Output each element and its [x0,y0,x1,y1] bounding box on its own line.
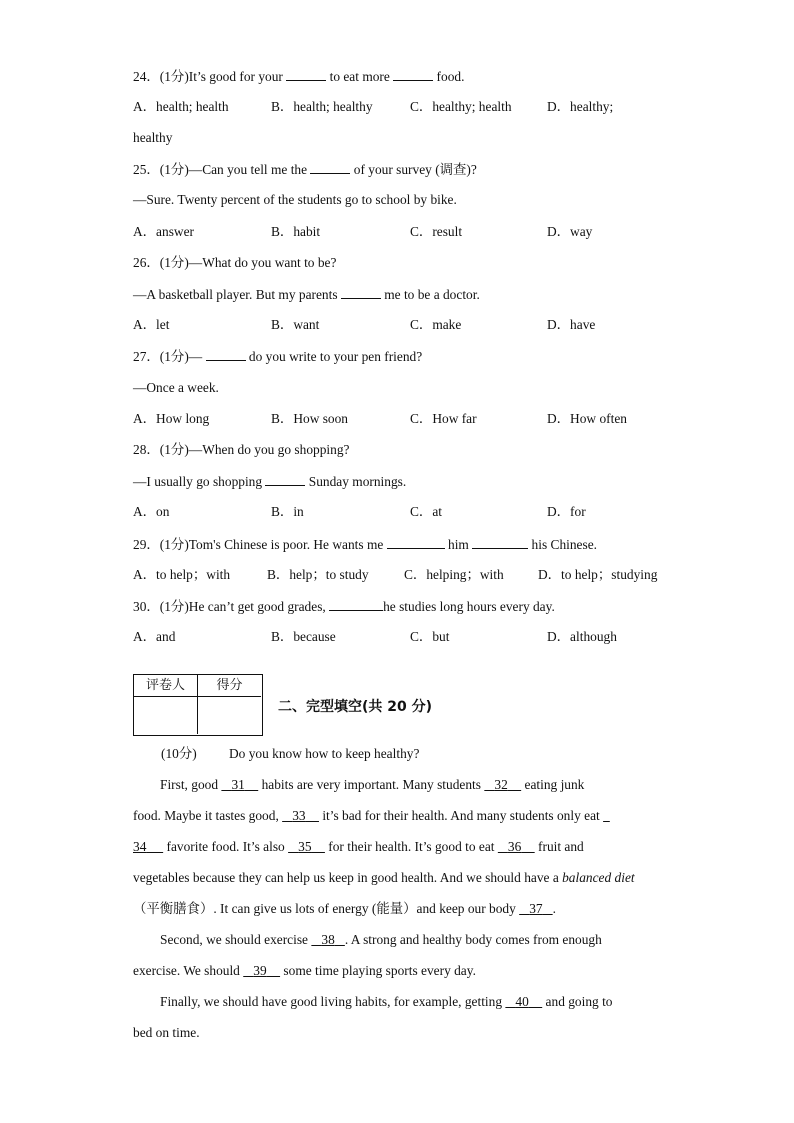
reviewer-header: 评卷人 [134,675,198,697]
q28-option-c[interactable]: C．at [410,504,442,519]
question-26-reply: —A basketball player. But my parents me to be a doctor. [133,287,480,302]
question-26-stem: 26．(1分)—What do you want to be? [133,255,337,270]
score-header: 得分 [198,675,261,697]
passage-line-5: （平衡膳食）. It can give us lots of energy (能量）and keep our body 37 . [133,901,556,916]
reviewer-cell[interactable] [134,697,198,734]
question-30-stem: 30．(1分)He can’t get good grades, he studies long hours every day. [133,599,555,614]
q26-option-d[interactable]: D．have [547,317,596,332]
q26-option-a[interactable]: A．let [133,317,170,332]
q24-option-d[interactable]: D．healthy; [547,99,614,114]
question-29-stem: 29．(1分)Tom's Chinese is poor. He wants me him his Chinese. [133,537,597,552]
question-27-reply: —Once a week. [133,380,219,395]
blank-37[interactable]: 37 [529,901,543,916]
blank-38[interactable]: 38 [321,932,335,947]
q30-option-c[interactable]: C．but [410,629,450,644]
question-24-stem: 24．(1分)It’s good for your to eat more food. [133,69,465,84]
q29-option-a[interactable]: A．to help；with [133,567,231,582]
passage-line-3: 34 favorite food. It’s also 35 for their health. It’s good to eat 36 fruit and [133,839,584,854]
passage-points: (10分) [161,746,197,761]
passage-line-7: exercise. We should 39 some time playing sports every day. [133,963,476,978]
q25-option-d[interactable]: D．way [547,224,593,239]
q28-option-d[interactable]: D．for [547,504,586,519]
question-27-stem: 27．(1分)— do you write to your pen friend? [133,349,423,364]
blank-39[interactable]: 39 [253,963,267,978]
blank-31[interactable]: 31 [231,777,245,792]
q25-option-b[interactable]: B．habit [271,224,321,239]
blank-33[interactable]: 33 [292,808,306,823]
q30-option-b[interactable]: B．because [271,629,336,644]
passage-line-4: vegetables because they can help us keep in good health. And we should have a balanced diet [133,870,635,885]
q30-option-d[interactable]: D．although [547,629,617,644]
section-title: 二、完型填空(共 20 分) [278,699,433,715]
question-28-stem: 28．(1分)—When do you go shopping? [133,442,350,457]
score-table [133,674,263,736]
blank-40[interactable]: 40 [515,994,529,1009]
passage-intro: Do you know how to keep healthy? [229,746,420,761]
passage-line-1: First, good 31 habits are very important. Many students 32 eating junk [160,777,585,792]
passage-line-9: bed on time. [133,1025,200,1040]
passage-line-2: food. Maybe it tastes good, 33 it’s bad for their health. And many students only eat [133,808,604,823]
question-28-reply: —I usually go shopping Sunday mornings. [133,474,407,489]
blank-36[interactable]: 36 [507,839,522,854]
score-cell[interactable] [198,697,261,734]
blank-35[interactable]: 35 [298,839,312,854]
q27-option-d[interactable]: D．How often [547,411,627,426]
q24-option-b[interactable]: B．health; healthy [271,99,373,114]
passage-line-6: Second, we should exercise 38 . A strong and healthy body comes from enough [160,932,602,947]
q28-option-a[interactable]: A．on [133,504,170,519]
q27-option-a[interactable]: A．How long [133,411,210,426]
q29-option-d[interactable]: D．to help；studying [538,567,658,582]
q25-option-c[interactable]: C．result [410,224,463,239]
blank-34[interactable]: 34 [133,839,147,854]
passage-line-8: Finally, we should have good living habits, for example, getting 40 and going to [160,994,613,1009]
q24-option-c[interactable]: C．healthy; health [410,99,512,114]
q27-option-c[interactable]: C．How far [410,411,477,426]
q24-option-d-wrap: healthy [133,130,173,145]
q28-option-b[interactable]: B．in [271,504,304,519]
question-25-reply: —Sure. Twenty percent of the students go to school by bike. [133,192,457,207]
q26-option-c[interactable]: C．make [410,317,462,332]
q27-option-b[interactable]: B．How soon [271,411,349,426]
q29-option-b[interactable]: B．help；to study [267,567,369,582]
q25-option-a[interactable]: A．answer [133,224,194,239]
q30-option-a[interactable]: A．and [133,629,176,644]
q29-option-c[interactable]: C．helping；with [404,567,504,582]
balanced-diet-term: balanced diet [562,870,635,885]
q26-option-b[interactable]: B．want [271,317,320,332]
question-25-stem: 25．(1分)—Can you tell me the of your survey (调查)? [133,162,477,177]
q24-option-a[interactable]: A．health; health [133,99,229,114]
blank-32[interactable]: 32 [494,777,508,792]
